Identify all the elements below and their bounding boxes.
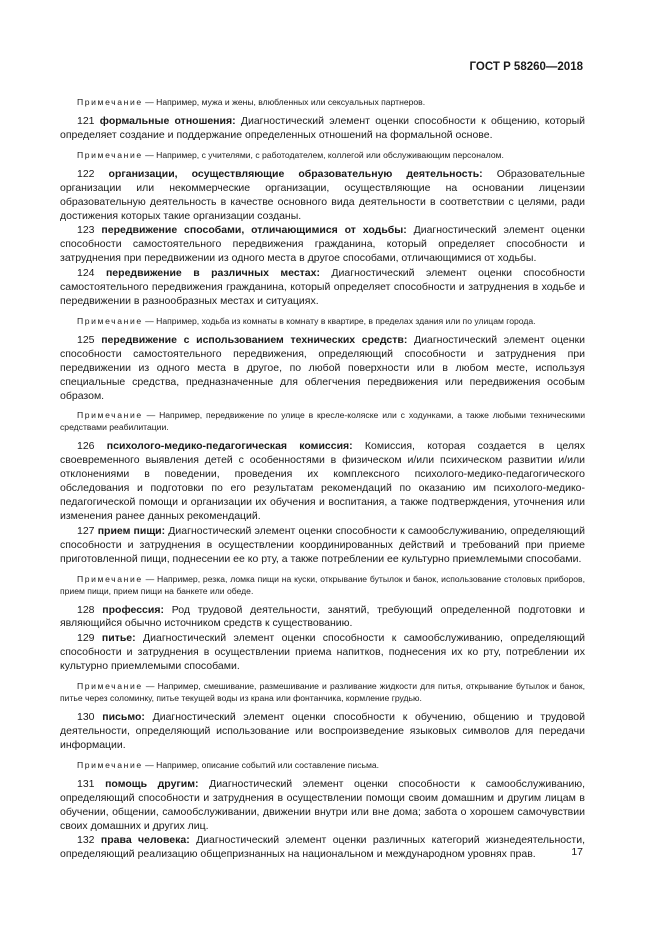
term-title: профессия:: [102, 603, 164, 616]
term-number: 121: [77, 115, 95, 127]
term-number: 123: [77, 224, 95, 237]
term-number: 124: [77, 267, 95, 280]
term-number: 129: [77, 632, 95, 645]
document-body: [60, 90, 585, 862]
term-title: прием пищи:: [97, 524, 166, 537]
note-label: Примечание: [77, 315, 143, 326]
term-number: 128: [77, 603, 95, 616]
definition-paragraph: [60, 440, 585, 523]
definition-paragraph: [60, 334, 585, 404]
note-text: — Например, резка, ломка пищи на куски, открывание бутылок и банок, использование столовых приборов, прием пищи, прием пищи на банкете или обеде.: [60, 573, 585, 596]
page-number: 17: [571, 846, 583, 858]
term-title: письмо:: [102, 711, 145, 724]
note-text: — Например, смешивание, размешивание и разливание жидкости для питья, открывание бутылок и банок, питье через соломинку, питье текущей воды из крана или фонтанчика, кормление грудью.: [60, 681, 585, 704]
term-title: психолого-медико-педагогическая комиссия:: [106, 440, 353, 453]
term-definition: Диагностический элемент оценки способности самостоятельного передвижения, определяющий способности и затруднения при передвижении из одного места в другое, по любой поверхности или в любом месте, используя специальные средства, предназначенные для облегчения передвижения или передвижения особым образом.: [60, 333, 585, 402]
note: [60, 315, 585, 327]
term-title: передвижение в различных местах:: [105, 267, 320, 280]
term-number: 132: [77, 834, 95, 847]
note-text: — Например, ходьба из комнаты в комнату в квартире, в пределах здания или по улицам города.: [142, 315, 536, 326]
definition-paragraph: [60, 632, 585, 674]
term-title: права человека:: [100, 834, 190, 847]
note-text: — Например, мужа и жены, влюбленных или сексуальных партнеров.: [142, 97, 426, 107]
definition-paragraph: [60, 525, 585, 567]
note-label: Примечание: [77, 410, 143, 421]
definition-paragraph: [60, 604, 585, 632]
term-definition: Диагностический элемент оценки способности к общению, который определяет создание и поддержание определенных отношений на формальной основе.: [60, 115, 585, 141]
definition-paragraph: [60, 224, 585, 266]
term-title: организации, осуществляющие образовательную деятельность:: [108, 167, 483, 180]
term-definition: Диагностический элемент оценки способности к самообслуживанию, определяющий способности и затруднения в осуществлении приема напитков, поднесения их ко рту, потреблении их культурно приемлемыми способами.: [60, 632, 585, 673]
definition-paragraph: [60, 778, 585, 834]
term-title: передвижение с использованием технических средств:: [101, 333, 408, 346]
term-number: 130: [77, 711, 95, 724]
term-definition: Диагностический элемент оценки способности к самообслуживанию, определяющий способности и затруднения в осуществлении координированных действий и требований при приеме приготовленной пищи, поднесении ее ко рту, а также потреблении ее культурно приемлемыми способами.: [60, 524, 585, 565]
note-text: — Например, с учителями, с работодателем, коллегой или обслуживающим персоналом.: [142, 149, 504, 160]
term-definition: Образовательные организации или некоммерческие организации, осуществляющие на основании лицензии образовательную деятельность в качестве основного вида деятельности в соответствии с целями, ради достижения которых такие организации созданы.: [60, 167, 586, 222]
term-definition: Комиссия, которая создается в целях своевременного выявления детей с особенностями в физическом и/или психическом развитии и/или отклонениями в поведении, проведения их комплексного психолого-медико-педагогического обследования и подготовки по его результатам рекомендаций по оказанию им психолого-медико-педагогической помощи и организации их обучения и воспитания, а также подтверждения, уточнения или изменения ранее данных рекомендаций.: [60, 440, 585, 522]
term-definition: Диагностический элемент оценки способности самостоятельного передвижения гражданина, который определяет способности и затруднения при передвижении из одного места в другое способами, отличающимися от ходьбы.: [60, 224, 586, 265]
document-header: ГОСТ Р 58260—2018: [469, 61, 583, 73]
term-definition: Род трудовой деятельности, занятий, требующий определенной подготовки и являющийся обычно источником средств к существованию.: [60, 603, 585, 630]
definition-paragraph: [60, 834, 585, 862]
note: [60, 573, 585, 597]
term-number: 126: [77, 440, 95, 453]
note: [60, 759, 585, 771]
term-number: 127: [77, 524, 95, 537]
term-definition: Диагностический элемент оценки способности к обучению, общению и трудовой деятельности, определяющий использование или воспроизведение языковых символов для передачи информации.: [60, 711, 585, 751]
note-text: — Например, передвижение по улице в кресле-коляске или с ходунками, а также любыми техническими средствами реабилитации.: [60, 410, 585, 433]
definition-paragraph: [60, 115, 585, 143]
term-title: помощь другим:: [105, 777, 199, 790]
term-number: 125: [77, 333, 95, 346]
term-title: передвижение способами, отличающимися от ходьбы:: [101, 224, 407, 237]
term-title: формальные отношения:: [99, 115, 236, 127]
note-text: — Например, описание событий или составление письма.: [142, 759, 380, 770]
term-number: 122: [77, 167, 95, 180]
note: [60, 96, 585, 108]
note-label: Примечание: [77, 681, 143, 692]
note: [60, 680, 585, 704]
term-definition: Диагностический элемент оценки способности к самообслуживанию, определяющий способности и затруднения в осуществлении помощи своим домашним и другим лицам в обучении, общении, самообслуживании, движении внутри или вне дома; забота о хорошем самочувствии своих домашних и других лиц.: [60, 777, 585, 832]
note: [60, 409, 585, 433]
term-definition: Диагностический элемент оценки различных категорий жизнедеятельности, определяющий реализацию общепризнанных на национальном и международном уровнях прав.: [60, 834, 585, 861]
note-label: Примечание: [77, 573, 143, 584]
note-label: Примечание: [77, 759, 143, 770]
note-label: Примечание: [77, 97, 143, 107]
term-title: питье:: [101, 632, 136, 645]
term-number: 131: [77, 777, 95, 790]
note: [60, 149, 585, 161]
definition-paragraph: [60, 711, 585, 753]
term-definition: Диагностический элемент оценки способности самостоятельного передвижения гражданина, который определяет способности и затруднения в ходьбе и передвижении в разнообразных местах и ситуациях.: [60, 267, 585, 307]
definition-paragraph: [60, 168, 585, 224]
note-label: Примечание: [77, 149, 143, 160]
definition-paragraph: [60, 267, 585, 309]
